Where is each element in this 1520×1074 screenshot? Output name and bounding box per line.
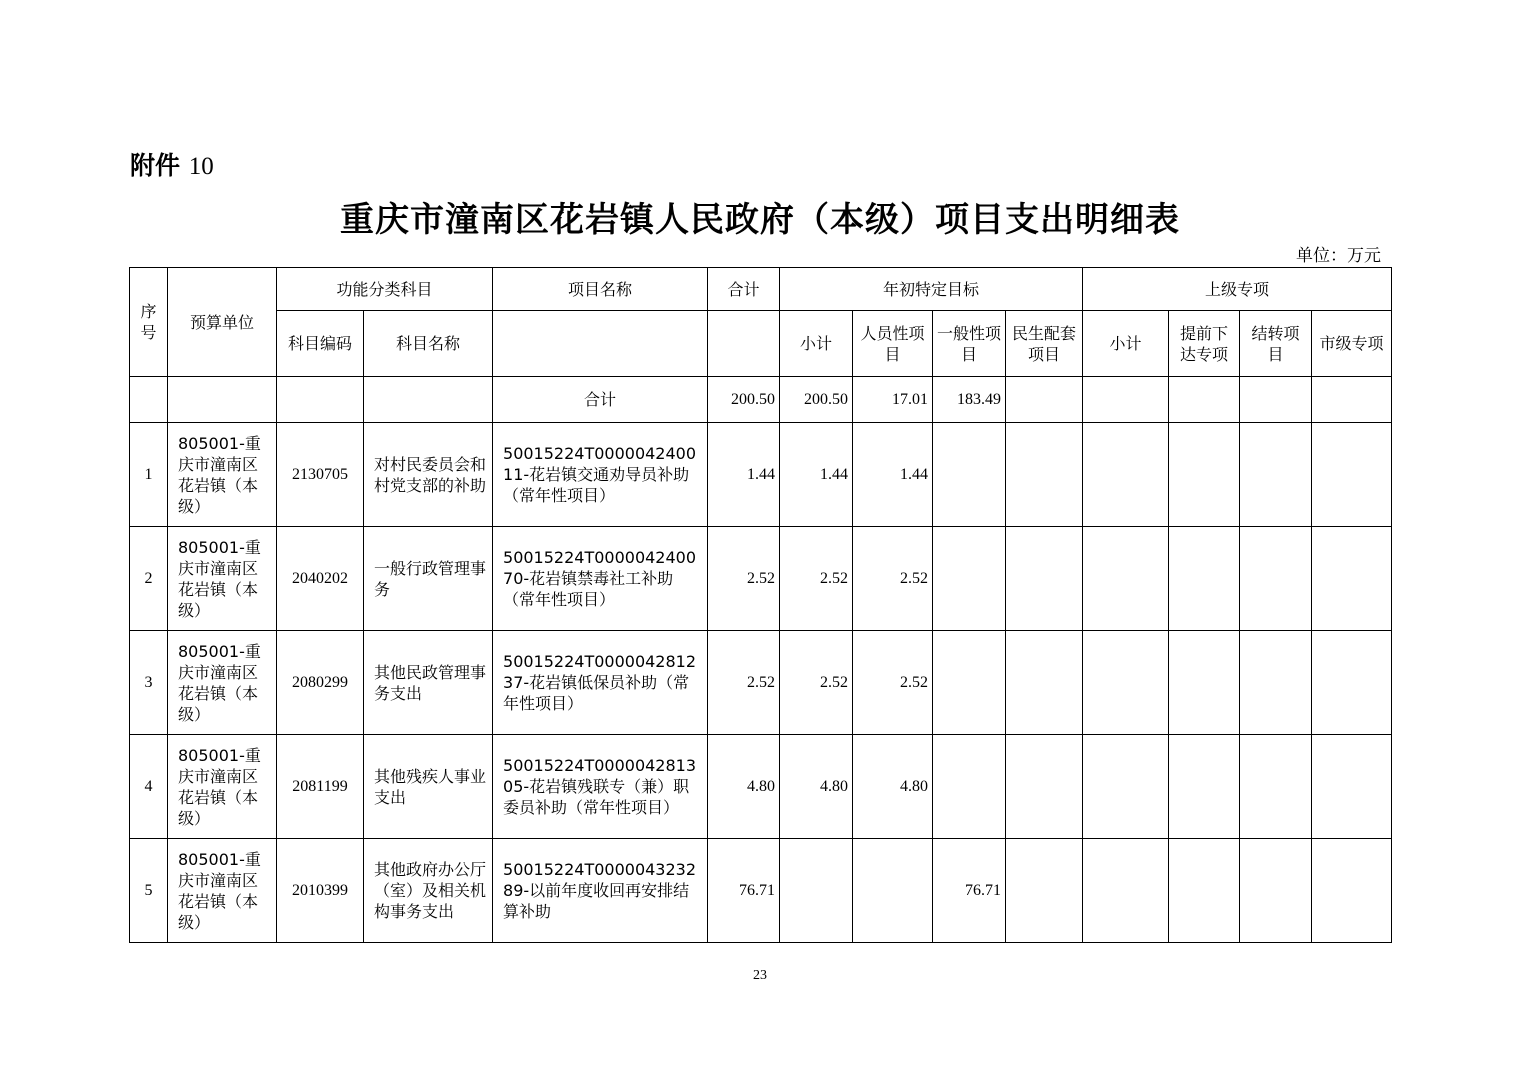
row-general xyxy=(933,631,1006,735)
header-budget-unit: 预算单位 xyxy=(168,268,277,377)
page-number: 23 xyxy=(753,968,767,983)
table-row xyxy=(130,527,1392,631)
row-total: 4.80 xyxy=(708,735,780,839)
row-subject: 其他政府办公厅（室）及相关机构事务支出 xyxy=(364,839,493,943)
total-row-personnel: 17.01 xyxy=(853,377,933,423)
row-unit: 805001-重庆市潼南区花岩镇（本级） xyxy=(168,423,277,527)
table-row xyxy=(130,631,1392,735)
row-subject: 其他残疾人事业支出 xyxy=(364,735,493,839)
total-row-label: 合计 xyxy=(493,377,708,423)
row-project: 50015224T000004281305-花岩镇残联专（兼）职委员补助（常年性项目） xyxy=(493,735,708,839)
row-subject: 一般行政管理事务 xyxy=(364,527,493,631)
row-general xyxy=(933,735,1006,839)
row-seq: 4 xyxy=(130,735,168,839)
attachment-label xyxy=(130,146,214,182)
header-subject-code: 科目编码 xyxy=(277,311,364,377)
row-unit: 805001-重庆市潼南区花岩镇（本级） xyxy=(168,839,277,943)
row-code: 2130705 xyxy=(277,423,364,527)
total-row-total: 200.50 xyxy=(708,377,780,423)
row-seq: 1 xyxy=(130,423,168,527)
header-personnel: 人员性项目 xyxy=(853,311,933,377)
row-total: 2.52 xyxy=(708,631,780,735)
row-code: 2081199 xyxy=(277,735,364,839)
row-general xyxy=(933,527,1006,631)
row-seq: 5 xyxy=(130,839,168,943)
table-row xyxy=(130,423,1392,527)
row-personnel: 2.52 xyxy=(853,527,933,631)
header-carryover: 结转项目 xyxy=(1240,311,1312,377)
row-project: 50015224T000004281237-花岩镇低保员补助（常年性项目） xyxy=(493,631,708,735)
unit-label: 单位：万元 xyxy=(1296,246,1381,266)
row-personnel: 4.80 xyxy=(853,735,933,839)
row-total: 76.71 xyxy=(708,839,780,943)
row-subject: 其他民政管理事务支出 xyxy=(364,631,493,735)
row-unit: 805001-重庆市潼南区花岩镇（本级） xyxy=(168,527,277,631)
header-total-blank xyxy=(708,311,780,377)
row-project: 50015224T000004240070-花岩镇禁毒社工补助（常年性项目） xyxy=(493,527,708,631)
header-func-class: 功能分类科目 xyxy=(277,268,493,311)
header-general: 一般性项目 xyxy=(933,311,1006,377)
row-general: 76.71 xyxy=(933,839,1006,943)
row-subtotal: 2.52 xyxy=(780,527,853,631)
row-personnel: 1.44 xyxy=(853,423,933,527)
attachment-text: 附件 xyxy=(130,151,181,180)
total-row xyxy=(130,377,1392,423)
row-project: 50015224T000004240011-花岩镇交通劝导员补助（常年性项目） xyxy=(493,423,708,527)
row-code: 2010399 xyxy=(277,839,364,943)
row-subtotal: 1.44 xyxy=(780,423,853,527)
row-personnel: 2.52 xyxy=(853,631,933,735)
header-subtotal: 小计 xyxy=(780,311,853,377)
row-seq: 2 xyxy=(130,527,168,631)
page-title: 重庆市潼南区花岩镇人民政府（本级）项目支出明细表 xyxy=(340,200,1180,240)
header-livelihood: 民生配套项目 xyxy=(1006,311,1083,377)
row-general xyxy=(933,423,1006,527)
row-subtotal xyxy=(780,839,853,943)
row-project: 50015224T000004323289-以前年度收回再安排结算补助 xyxy=(493,839,708,943)
header-total: 合计 xyxy=(708,268,780,311)
row-subtotal: 2.52 xyxy=(780,631,853,735)
expenditure-table xyxy=(129,267,1392,943)
row-personnel xyxy=(853,839,933,943)
header-superior-special: 上级专项 xyxy=(1083,268,1392,311)
header-project-name: 项目名称 xyxy=(493,268,708,311)
row-code: 2080299 xyxy=(277,631,364,735)
row-total: 1.44 xyxy=(708,423,780,527)
header-annual-target: 年初特定目标 xyxy=(780,268,1083,311)
header-advance: 提前下达专项 xyxy=(1169,311,1240,377)
total-row-subtotal: 200.50 xyxy=(780,377,853,423)
row-total: 2.52 xyxy=(708,527,780,631)
total-row-general: 183.49 xyxy=(933,377,1006,423)
row-code: 2040202 xyxy=(277,527,364,631)
row-seq: 3 xyxy=(130,631,168,735)
table-row xyxy=(130,839,1392,943)
row-unit: 805001-重庆市潼南区花岩镇（本级） xyxy=(168,735,277,839)
attachment-number: 10 xyxy=(188,153,214,180)
row-subject: 对村民委员会和村党支部的补助 xyxy=(364,423,493,527)
header-project-name-blank xyxy=(493,311,708,377)
header-sup-subtotal: 小计 xyxy=(1083,311,1169,377)
row-unit: 805001-重庆市潼南区花岩镇（本级） xyxy=(168,631,277,735)
header-seq: 序号 xyxy=(130,268,168,377)
table-row xyxy=(130,735,1392,839)
header-subject-name: 科目名称 xyxy=(364,311,493,377)
header-city: 市级专项 xyxy=(1312,311,1392,377)
row-subtotal: 4.80 xyxy=(780,735,853,839)
